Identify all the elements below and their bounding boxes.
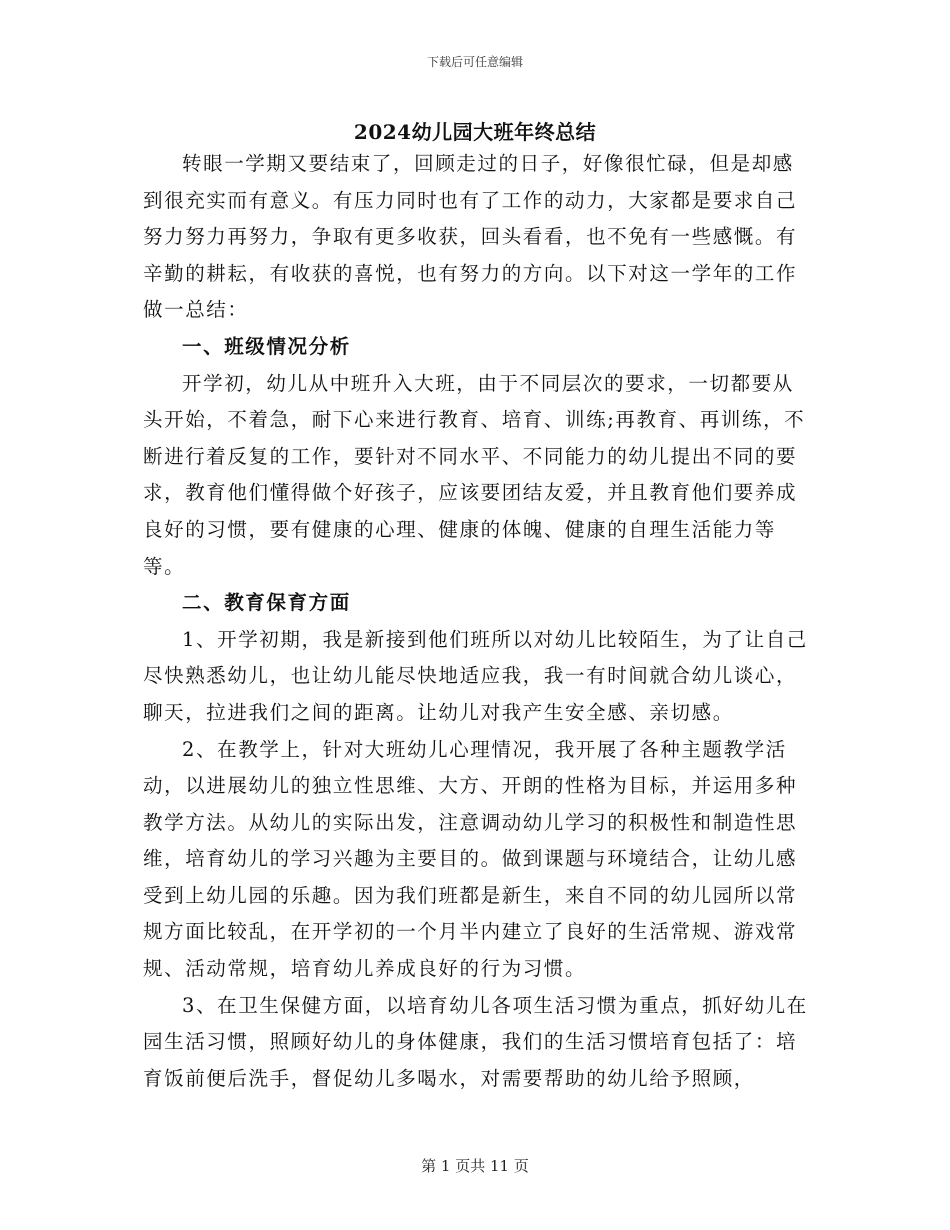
section-heading-education-care: 二、教育保育方面 bbox=[182, 591, 351, 615]
intro-paragraph: 转眼一学期又要结束了，回顾走过的日子，好像很忙碌，但是却感到很充实而有意义。有压力同时也有了工作的动力，大家都是要求自己努力努力再努力，争取有更多收获，回头看看，也不免有一些感慨。有辛勤的耕耘，有收获的喜悦，也有努力的方向。以下对这一学年的工作做一总结： bbox=[143, 152, 798, 322]
page-number-footer: 第 1 页共 11 页 bbox=[421, 1157, 529, 1175]
page-header-note: 下载后可任意编辑 bbox=[426, 55, 523, 69]
document-body bbox=[143, 146, 809, 1097]
education-item-2: 2、在教学上，针对大班幼儿心理情况，我开展了各种主题教学活动，以进展幼儿的独立性思维、大方、开朗的性格为目标，并运用多种教学方法。从幼儿的实际出发，注意调动幼儿学习的积极性和制造性思维，培育幼儿的学习兴趣为主要目的。做到课题与环境结合，让幼儿感受到上幼儿园的乐趣。因为我们班都是新生，来自不同的幼儿园所以常规方面比较乱，在开学初的一个月半内建立了良好的生活常规、游戏常规、活动常规，培育幼儿养成良好的行为习惯。 bbox=[143, 737, 798, 981]
section-heading-class-analysis: 一、班级情况分析 bbox=[182, 334, 351, 358]
education-item-1: 1、开学初期，我是新接到他们班所以对幼儿比较陌生，为了让自己尽快熟悉幼儿，也让幼儿能尽快地适应我，我一有时间就合幼儿谈心，聊天，拉进我们之间的距离。让幼儿对我产生安全感、亲切感。 bbox=[143, 627, 808, 724]
education-item-3: 3、在卫生保健方面，以培育幼儿各项生活习惯为重点，抓好幼儿在园生活习惯，照顾好幼儿的身体健康，我们的生活习惯培育包括了：培育饭前便后洗手，督促幼儿多喝水，对需要帮助的幼儿给予照顾， bbox=[143, 993, 808, 1090]
document-title: 2024幼儿园大班年终总结 bbox=[353, 120, 597, 144]
class-analysis-paragraph: 开学初，幼儿从中班升入大班，由于不同层次的要求，一切都要从头开始，不着急，耐下心来进行教育、培育、训练;再教育、再训练，不断进行着反复的工作，要针对不同水平、不同能力的幼儿提出不同的要求，教育他们懂得做个好孩子，应该要团结友爱，并且教育他们要养成良好的习惯，要有健康的心理、健康的体魄、健康的自理生活能力等等。 bbox=[143, 371, 806, 578]
